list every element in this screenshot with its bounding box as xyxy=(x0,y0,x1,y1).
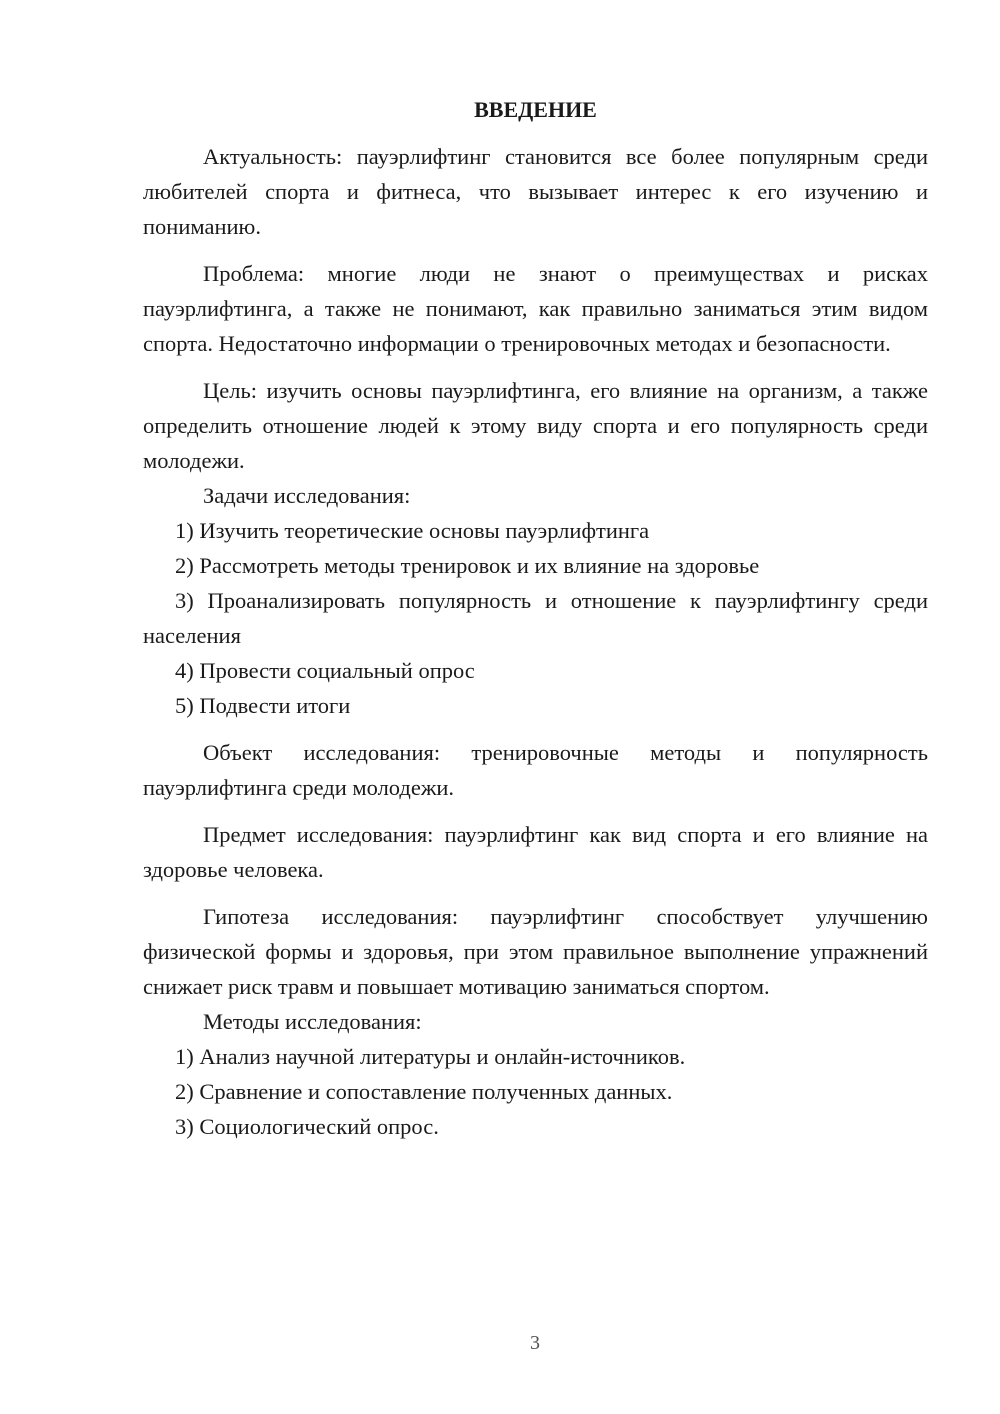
document-page xyxy=(143,92,928,1144)
method-item: 1) Анализ научной литературы и онлайн-источников. xyxy=(175,1044,686,1069)
method-item: 2) Сравнение и сопоставление полученных данных. xyxy=(175,1079,673,1104)
task-item: 2) Рассмотреть методы тренировок и их влияние на здоровье xyxy=(175,553,760,578)
relevance-paragraph: Актуальность: пауэрлифтинг становится все более популярным среди любителей спорта и фитнеса, что вызывает интерес к его изучению и пониманию. xyxy=(143,144,928,239)
goal-paragraph: Цель: изучить основы пауэрлифтинга, его влияние на организм, а также определить отношение людей к этому виду спорта и его популярность среди молодежи. xyxy=(143,378,928,473)
section-title: ВВЕДЕНИЕ xyxy=(474,97,597,122)
problem-paragraph: Проблема: многие люди не знают о преимуществах и рисках пауэрлифтинга, а также не понимают, как правильно заниматься этим видом спорта. Недостаточно информации о тренировочных методах и безопасности. xyxy=(143,261,928,356)
method-item: 3) Социологический опрос. xyxy=(175,1114,439,1139)
page-number: 3 xyxy=(530,1332,540,1354)
task-item: 3) Проанализировать популярность и отношение к пауэрлифтингу среди населения xyxy=(143,588,928,648)
hypothesis-paragraph: Гипотеза исследования: пауэрлифтинг способствует улучшению физической формы и здоровья, при этом правильное выполнение упражнений снижает риск травм и повышает мотивацию заниматься спортом. xyxy=(143,904,928,999)
task-item: 4) Провести социальный опрос xyxy=(175,658,475,683)
subject-paragraph: Предмет исследования: пауэрлифтинг как вид спорта и его влияние на здоровье человека. xyxy=(143,822,928,882)
task-item: 5) Подвести итоги xyxy=(175,693,351,718)
object-paragraph: Объект исследования: тренировочные методы и популярность пауэрлифтинга среди молодежи. xyxy=(143,740,928,800)
task-item: 1) Изучить теоретические основы пауэрлифтинга xyxy=(175,518,650,543)
tasks-heading: Задачи исследования: xyxy=(203,483,411,508)
methods-heading: Методы исследования: xyxy=(203,1009,422,1034)
